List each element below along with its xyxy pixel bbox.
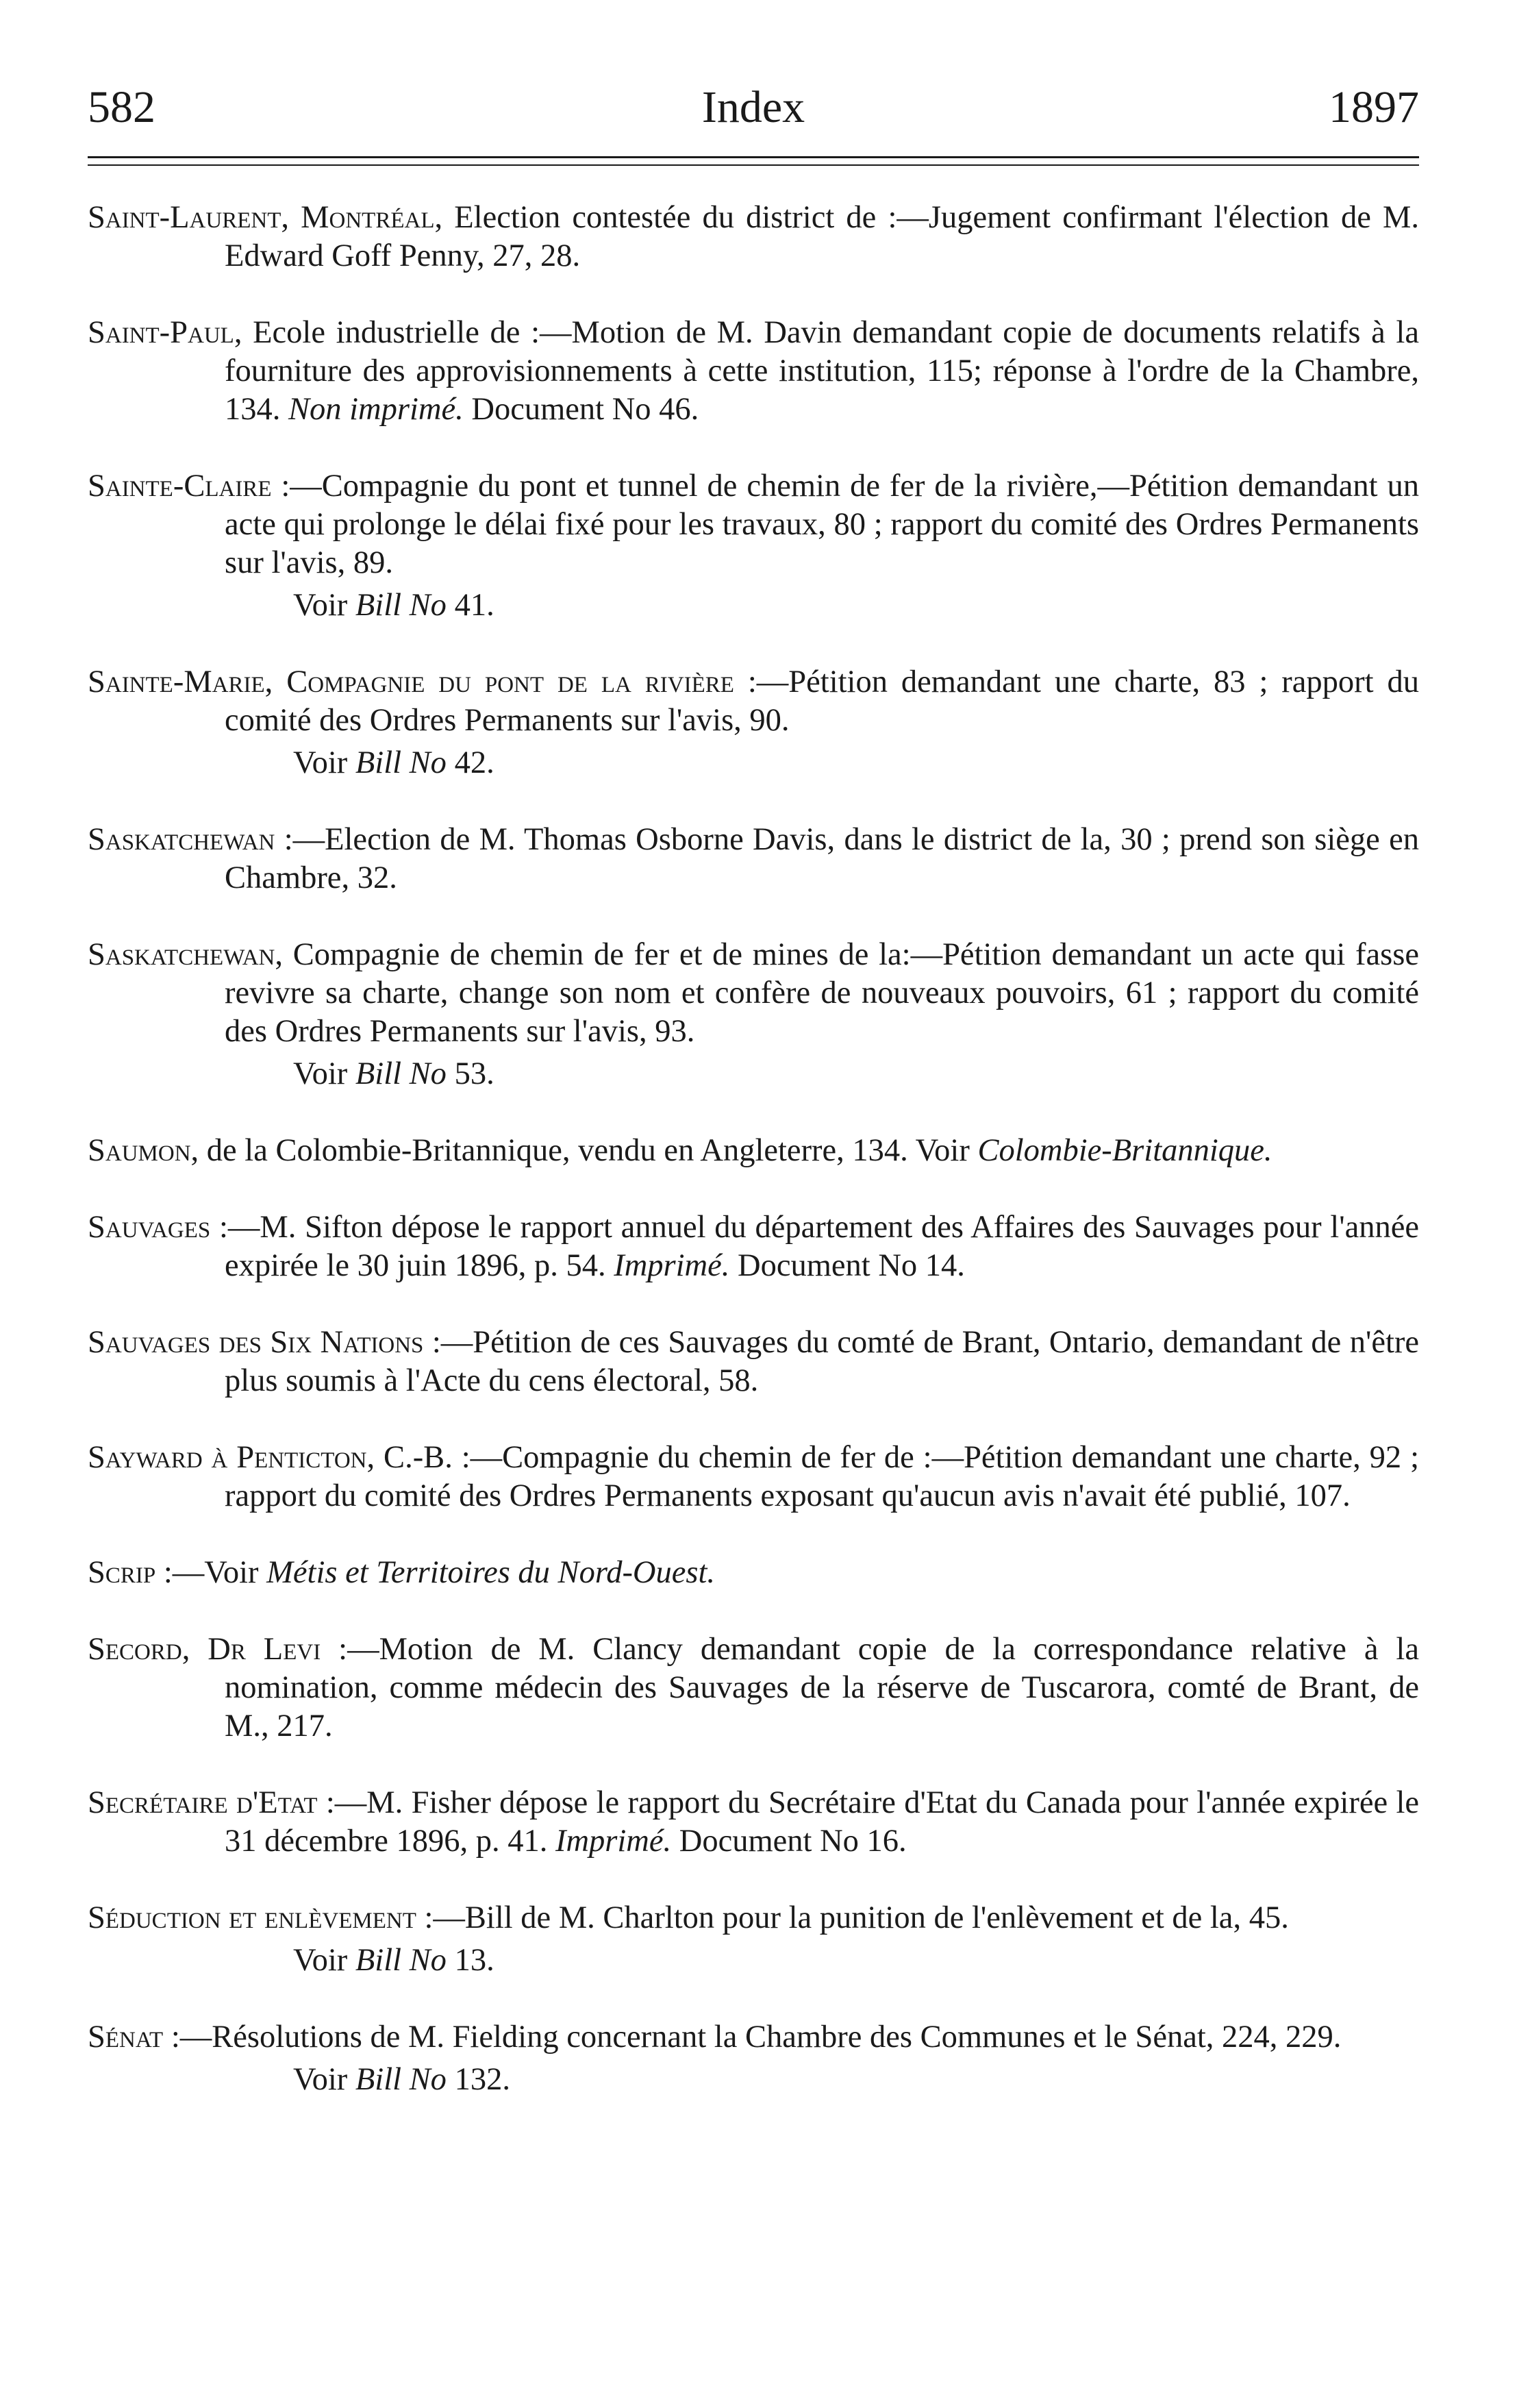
- entry-heading: Saint-Laurent, Montréal,: [88, 200, 443, 235]
- see-also-line: [225, 1941, 1419, 1980]
- index-entry: [88, 936, 1419, 1093]
- index-entry: [88, 821, 1419, 897]
- bill-label: Bill No: [355, 2062, 447, 2097]
- index-entry: [88, 199, 1419, 275]
- index-entry: [88, 1132, 1419, 1170]
- index-entry: [88, 314, 1419, 429]
- header-rule-bottom: [88, 164, 1419, 166]
- entry-heading: Sauvages: [88, 1210, 211, 1245]
- entry-italic: Imprimé.: [614, 1248, 730, 1283]
- bill-number: 41.: [454, 588, 494, 623]
- bill-number: 13.: [454, 1943, 494, 1978]
- page-number: 582: [88, 82, 155, 132]
- entry-text: :—Pétition demandant une charte, 83 ; rapport du comité des Ordres Permanents sur l'avis, 90.: [225, 665, 1419, 738]
- see-also-line: [225, 1055, 1419, 1093]
- bill-number: 53.: [454, 1056, 494, 1091]
- entry-italic: Colombie-Britannique.: [977, 1133, 1272, 1168]
- index-entry: [88, 1784, 1419, 1861]
- entry-text: :—Pétition de ces Sauvages du comté de Brant, Ontario, demandant de n'être plus soumis à l'Acte du cens électoral, 58.: [225, 1325, 1420, 1398]
- entry-heading: Sayward à Penticton,: [88, 1440, 375, 1475]
- entry-heading: Saumon,: [88, 1133, 199, 1168]
- bill-number: 42.: [454, 745, 494, 780]
- entry-text-tail: Document No 46.: [463, 392, 699, 427]
- see-label: Voir: [293, 2062, 348, 2097]
- entry-text-tail: Document No 16.: [671, 1824, 907, 1859]
- page-title: Index: [701, 82, 805, 132]
- entry-text: :—Voir: [155, 1555, 267, 1590]
- entry-italic: Imprimé.: [555, 1824, 672, 1859]
- index-entry: [88, 1324, 1419, 1400]
- entry-heading: Sainte-Claire: [88, 469, 272, 504]
- see-also-line: [225, 2061, 1419, 2099]
- entry-text: :—Résolutions de M. Fielding concernant la Chambre des Communes et le Sénat, 224, 229.: [163, 2020, 1342, 2055]
- see-label: Voir: [293, 1056, 348, 1091]
- bill-label: Bill No: [355, 588, 447, 623]
- entry-italic: Non imprimé.: [288, 392, 464, 427]
- see-label: Voir: [293, 1943, 348, 1978]
- index-entries: [88, 199, 1419, 2137]
- index-entry: [88, 2018, 1419, 2099]
- entry-heading: Saint-Paul,: [88, 315, 242, 350]
- entry-italic: Métis et Territoires du Nord-Ouest.: [266, 1555, 716, 1590]
- entry-text-tail: Document No 14.: [729, 1248, 965, 1283]
- header-year: 1897: [1329, 82, 1419, 132]
- index-entry: [88, 663, 1419, 782]
- entry-heading: Saskatchewan,: [88, 937, 283, 972]
- index-entry: [88, 1630, 1419, 1746]
- see-also-line: [225, 586, 1419, 625]
- entry-heading: Sauvages des Six Nations: [88, 1325, 424, 1360]
- entry-text: Compagnie de chemin de fer et de mines de la:—Pétition demandant un acte qui fasse revivre sa charte, change son nom et confère de nouveaux pouvoirs, 61 ; rapport du comité des Ordres Permanents sur l'avis, 93.: [225, 937, 1419, 1049]
- entry-heading: Secrétaire d'Etat: [88, 1785, 318, 1820]
- page-header: [88, 77, 1419, 138]
- bill-label: Bill No: [355, 1943, 447, 1978]
- see-also-line: [225, 744, 1419, 782]
- entry-text: :—Compagnie du pont et tunnel de chemin de fer de la rivière,—Pétition demandant un acte qui prolonge le délai fixé pour les travaux, 80 ; rapport du comité des Ordres Permanents sur l'avis, 89.: [225, 469, 1419, 580]
- index-entry: [88, 467, 1419, 625]
- see-label: Voir: [293, 588, 348, 623]
- header-rule-top: [88, 156, 1419, 158]
- index-entry: [88, 1554, 1419, 1592]
- entry-text: C.-B. :—Compagnie du chemin de fer de :—Pétition demandant une charte, 92 ; rapport du comité des Ordres Permanents exposant qu'aucun avis n'avait été publié, 107.: [225, 1440, 1419, 1513]
- entry-text: :—Election de M. Thomas Osborne Davis, dans le district de la, 30 ; prend son siège en Chambre, 32.: [225, 822, 1419, 895]
- index-entry: [88, 1208, 1419, 1285]
- entry-text: Election contestée du district de :—Jugement confirmant l'élection de M. Edward Goff Penny, 27, 28.: [225, 200, 1419, 273]
- entry-text: de la Colombie-Britannique, vendu en Angleterre, 134. Voir: [199, 1133, 978, 1168]
- entry-text: :—M. Fisher dépose le rapport du Secrétaire d'Etat du Canada pour l'année expirée le 31 décembre 1896, p. 41.: [225, 1785, 1420, 1859]
- entry-heading: Secord, Dr Levi: [88, 1632, 321, 1667]
- entry-heading: Saskatchewan: [88, 822, 275, 857]
- entry-text: :—Motion de M. Clancy demandant copie de la correspondance relative à la nomination, comme médecin des Sauvages de la réserve de Tuscarora, comté de Brant, de M., 217.: [225, 1632, 1419, 1743]
- see-label: Voir: [293, 745, 348, 780]
- entry-heading: Sénat: [88, 2020, 164, 2055]
- entry-heading: Scrip: [88, 1555, 156, 1590]
- entry-text: :—Bill de M. Charlton pour la punition de l'enlèvement et de la, 45.: [416, 1900, 1289, 1935]
- entry-text: :—M. Sifton dépose le rapport annuel du département des Affaires des Sauvages pour l'année expirée le 30 juin 1896, p. 54.: [210, 1210, 1419, 1283]
- index-entry: [88, 1439, 1419, 1515]
- entry-heading: Sainte-Marie, Compagnie du pont de la rivière: [88, 665, 734, 699]
- entry-text: Ecole industrielle de :—Motion de M. Davin demandant copie de documents relatifs à la fourniture des approvisionnements à cette institution, 115; réponse à l'ordre de la Chambre, 134.: [225, 315, 1419, 427]
- bill-number: 132.: [454, 2062, 510, 2097]
- bill-label: Bill No: [355, 1056, 447, 1091]
- entry-heading: Séduction et enlèvement: [88, 1900, 416, 1935]
- bill-label: Bill No: [355, 745, 447, 780]
- index-entry: [88, 1899, 1419, 1980]
